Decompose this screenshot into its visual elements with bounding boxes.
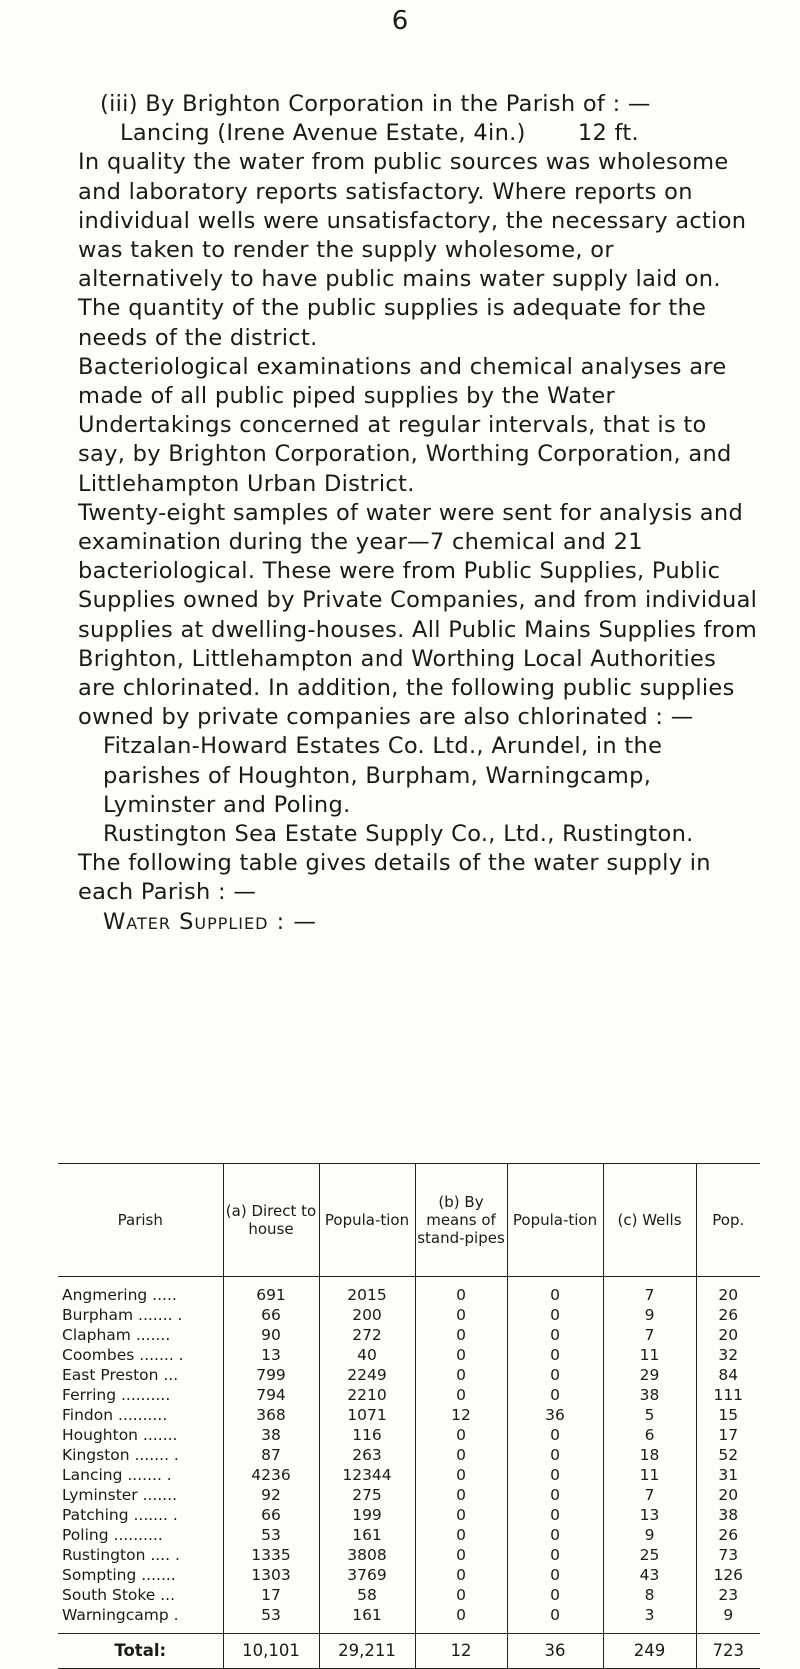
value-cell: 5	[603, 1405, 696, 1425]
value-cell: 0	[507, 1325, 603, 1345]
total-value-cell: 36	[507, 1634, 603, 1669]
table-row	[58, 1585, 760, 1605]
value-cell: 17	[223, 1585, 319, 1605]
value-cell: 0	[507, 1485, 603, 1505]
value-cell: 26	[696, 1305, 760, 1325]
parish-name-cell: South Stoke ...	[62, 1586, 176, 1604]
parish-name-cell: Poling ..........	[62, 1526, 163, 1544]
value-cell: 20	[696, 1485, 760, 1505]
value-cell: 25	[603, 1545, 696, 1565]
paragraph-table-intro: The following table gives details of the water supply in each Parish : —	[78, 850, 711, 906]
total-value-cell: 29,211	[319, 1634, 415, 1669]
parish-name-cell: Kingston ....... .	[62, 1446, 179, 1464]
value-cell: 15	[696, 1405, 760, 1425]
header-population-b: Popula-tion	[507, 1164, 603, 1277]
value-cell: 4236	[223, 1465, 319, 1485]
value-cell: 7	[603, 1325, 696, 1345]
table-row	[58, 1485, 760, 1505]
value-cell: 0	[507, 1505, 603, 1525]
value-cell: 53	[223, 1525, 319, 1545]
value-cell: 799	[223, 1365, 319, 1385]
total-value-cell: 10,101	[223, 1634, 319, 1669]
total-value-cell: 12	[415, 1634, 507, 1669]
value-cell: 126	[696, 1565, 760, 1585]
value-cell: 0	[415, 1345, 507, 1365]
value-cell: 1335	[223, 1545, 319, 1565]
value-cell: 0	[415, 1305, 507, 1325]
parish-name-cell: Burpham ....... .	[62, 1306, 183, 1324]
parish-name-cell: East Preston ...	[62, 1366, 179, 1384]
parish-name-cell: Patching ....... .	[62, 1506, 178, 1524]
body-text	[58, 90, 758, 937]
table-row	[58, 1525, 760, 1545]
value-cell: 0	[507, 1425, 603, 1445]
parish-name-cell: Warningcamp .	[62, 1606, 179, 1624]
value-cell: 43	[603, 1565, 696, 1585]
table-row	[58, 1405, 760, 1425]
parish-name-cell: Coombes ....... .	[62, 1346, 184, 1364]
value-cell: 7	[603, 1285, 696, 1305]
value-cell: 87	[223, 1445, 319, 1465]
value-cell: 38	[223, 1425, 319, 1445]
table-row	[58, 1445, 760, 1465]
header-standpipes: (b) By means of stand-pipes	[415, 1164, 507, 1277]
total-label: Total:	[58, 1634, 223, 1669]
value-cell: 0	[507, 1345, 603, 1365]
value-cell: 2015	[319, 1285, 415, 1305]
value-cell: 691	[223, 1285, 319, 1305]
value-cell: 20	[696, 1325, 760, 1345]
value-cell: 40	[319, 1345, 415, 1365]
value-cell: 9	[603, 1305, 696, 1325]
total-value-cell: 723	[696, 1634, 760, 1669]
value-cell: 17	[696, 1425, 760, 1445]
value-cell: 0	[415, 1425, 507, 1445]
parish-name-cell: Rustington .... .	[62, 1546, 180, 1564]
value-cell: 12344	[319, 1465, 415, 1485]
value-cell: 0	[507, 1365, 603, 1385]
value-cell: 1303	[223, 1565, 319, 1585]
value-cell: 199	[319, 1505, 415, 1525]
table-row	[58, 1505, 760, 1525]
value-cell: 0	[415, 1325, 507, 1345]
value-cell: 8	[603, 1585, 696, 1605]
value-cell: 3769	[319, 1565, 415, 1585]
value-cell: 12	[415, 1405, 507, 1425]
value-cell: 0	[415, 1505, 507, 1525]
paragraph-bacteriological: Bacteriological examinations and chemical analyses are made of all public piped supplies by the Water Undertakings concerned at regular intervals, that is to say, by Brighton Corporation, Worthing Corporation, and Littlehampton Urban District.	[78, 353, 732, 497]
value-cell: 0	[415, 1545, 507, 1565]
table-row	[58, 1425, 760, 1445]
table-row	[58, 1325, 760, 1345]
value-cell: 11	[603, 1465, 696, 1485]
water-supply-table	[58, 1163, 760, 1669]
value-cell: 13	[603, 1505, 696, 1525]
table-row	[58, 1305, 760, 1325]
value-cell: 66	[223, 1505, 319, 1525]
parish-name-cell: Ferring ..........	[62, 1386, 171, 1404]
value-cell: 161	[319, 1525, 415, 1545]
header-parish: Parish	[58, 1164, 223, 1277]
value-cell: 23	[696, 1585, 760, 1605]
value-cell: 38	[696, 1505, 760, 1525]
value-cell: 0	[415, 1605, 507, 1625]
value-cell: 29	[603, 1365, 696, 1385]
value-cell: 0	[507, 1465, 603, 1485]
total-value-cell: 249	[603, 1634, 696, 1669]
parish-name-cell: Angmering .....	[62, 1286, 177, 1304]
value-cell: 6	[603, 1425, 696, 1445]
paragraph-quantity: The quantity of the public supplies is adequate for the needs of the district.	[78, 295, 707, 351]
value-cell: 0	[415, 1385, 507, 1405]
value-cell: 0	[507, 1585, 603, 1605]
value-cell: 0	[507, 1285, 603, 1305]
value-cell: 31	[696, 1465, 760, 1485]
value-cell: 0	[507, 1305, 603, 1325]
page-number: 6	[391, 6, 409, 36]
table-heading: Water Supplied : —	[103, 908, 317, 935]
parish-name-cell: Findon ..........	[62, 1406, 168, 1424]
value-cell: 116	[319, 1425, 415, 1445]
value-cell: 53	[223, 1605, 319, 1625]
parish-name-cell: Sompting .......	[62, 1566, 176, 1584]
table-row	[58, 1345, 760, 1365]
paragraph-samples: Twenty-eight samples of water were sent for analysis and examination during the year—7 chemical and 21 bacteriological. These were from Public Supplies, Public Supplies owned by Private Companies, and from individual supplies at dwelling-houses. All Public Mains Supplies from Brighton, Littlehampton and Worthing Local Authorities are chlorinated. In addition, the following public supplies owned by private companies are also chlorinated : —	[78, 499, 758, 731]
header-population-a: Popula-tion	[319, 1164, 415, 1277]
parish-name-cell: Houghton .......	[62, 1426, 178, 1444]
paragraph-fitzalan: Fitzalan-Howard Estates Co. Ltd., Arundel, in the parishes of Houghton, Burpham, Warningcamp, Lyminster and Poling.	[103, 733, 663, 818]
value-cell: 200	[319, 1305, 415, 1325]
table-row	[58, 1545, 760, 1565]
value-cell: 0	[507, 1445, 603, 1465]
value-cell: 66	[223, 1305, 319, 1325]
table-row	[58, 1605, 760, 1625]
value-cell: 0	[415, 1465, 507, 1485]
value-cell: 0	[415, 1485, 507, 1505]
paragraph-quality: In quality the water from public sources was wholesome and laboratory reports satisfactory. Where reports on individual wells were unsatisfactory, the necessary action was taken to render the supply wholesome, or alternatively to have public mains water supply laid on.	[78, 149, 747, 293]
value-cell: 0	[415, 1285, 507, 1305]
value-cell: 0	[415, 1565, 507, 1585]
value-cell: 52	[696, 1445, 760, 1465]
table-row	[58, 1565, 760, 1585]
value-cell: 90	[223, 1325, 319, 1345]
table-total-row	[58, 1634, 760, 1669]
table-row	[58, 1365, 760, 1385]
value-cell: 794	[223, 1385, 319, 1405]
table-header-row	[58, 1164, 760, 1277]
parish-name-cell: Clapham .......	[62, 1326, 171, 1344]
value-cell: 1071	[319, 1405, 415, 1425]
value-cell: 161	[319, 1605, 415, 1625]
value-cell: 84	[696, 1365, 760, 1385]
value-cell: 275	[319, 1485, 415, 1505]
value-cell: 0	[507, 1385, 603, 1405]
table-row	[58, 1385, 760, 1405]
value-cell: 7	[603, 1485, 696, 1505]
table-row	[58, 1465, 760, 1485]
value-cell: 9	[696, 1605, 760, 1625]
value-cell: 26	[696, 1525, 760, 1545]
value-cell: 20	[696, 1285, 760, 1305]
value-cell: 38	[603, 1385, 696, 1405]
value-cell: 3808	[319, 1545, 415, 1565]
value-cell: 73	[696, 1545, 760, 1565]
value-cell: 2249	[319, 1365, 415, 1385]
value-cell: 0	[507, 1565, 603, 1585]
value-cell: 0	[415, 1585, 507, 1605]
value-cell: 0	[415, 1365, 507, 1385]
value-cell: 9	[603, 1525, 696, 1545]
header-wells: (c) Wells	[603, 1164, 696, 1277]
value-cell: 0	[507, 1525, 603, 1545]
value-cell: 36	[507, 1405, 603, 1425]
value-cell: 0	[415, 1525, 507, 1545]
table-row	[58, 1285, 760, 1305]
paragraph-lancing-line: Lancing (Irene Avenue Estate, 4in.) 12 ft.	[120, 120, 639, 147]
value-cell: 263	[319, 1445, 415, 1465]
value-cell: 0	[507, 1545, 603, 1565]
paragraph-rustington: Rustington Sea Estate Supply Co., Ltd., Rustington.	[103, 821, 694, 848]
header-direct-to-house: (a) Direct to house	[223, 1164, 319, 1277]
value-cell: 272	[319, 1325, 415, 1345]
value-cell: 0	[415, 1445, 507, 1465]
value-cell: 58	[319, 1585, 415, 1605]
value-cell: 0	[507, 1605, 603, 1625]
value-cell: 368	[223, 1405, 319, 1425]
value-cell: 111	[696, 1385, 760, 1405]
value-cell: 32	[696, 1345, 760, 1365]
paragraph-source-line: (iii) By Brighton Corporation in the Parish of : —	[100, 91, 651, 117]
value-cell: 18	[603, 1445, 696, 1465]
parish-name-cell: Lyminster .......	[62, 1486, 178, 1504]
value-cell: 13	[223, 1345, 319, 1365]
value-cell: 3	[603, 1605, 696, 1625]
header-pop: Pop.	[696, 1164, 760, 1277]
parish-name-cell: Lancing ....... .	[62, 1466, 172, 1484]
value-cell: 11	[603, 1345, 696, 1365]
value-cell: 2210	[319, 1385, 415, 1405]
value-cell: 92	[223, 1485, 319, 1505]
